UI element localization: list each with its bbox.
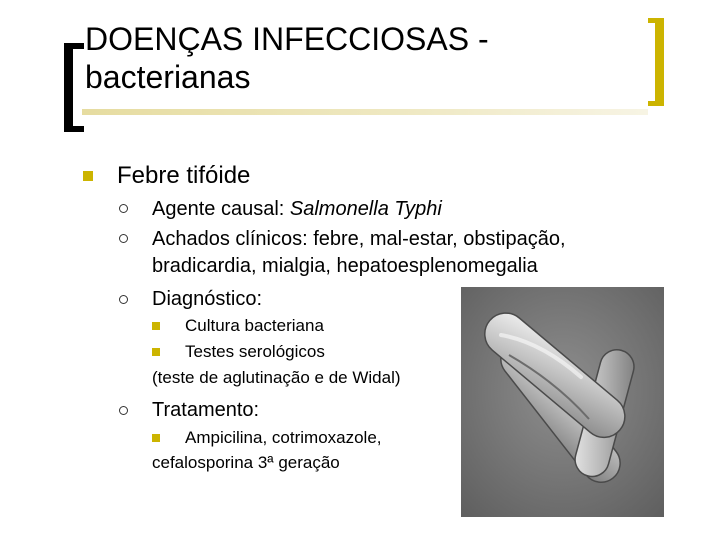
title-bracket-right-top	[648, 18, 664, 23]
circle-bullet-icon	[119, 406, 128, 415]
agent-item	[152, 196, 442, 222]
title-bracket-left-bottom	[64, 126, 84, 132]
square-bullet-icon	[83, 171, 93, 181]
findings-line2: bradicardia, mialgia, hepatoesplenomegalia	[152, 255, 538, 277]
diagnosis-item-serology: Testes serológicos	[185, 342, 325, 361]
square-bullet-icon	[152, 348, 160, 356]
title-bracket-left-top	[64, 43, 84, 49]
title-bracket-right-bottom	[648, 101, 664, 106]
square-bullet-icon	[152, 434, 160, 442]
circle-bullet-icon	[119, 295, 128, 304]
findings-line1: Achados clínicos: febre, mal-estar, obstipação,	[152, 228, 566, 250]
circle-bullet-icon	[119, 234, 128, 243]
treatment-label: Tratamento:	[152, 399, 260, 421]
slide-title	[85, 20, 645, 96]
circle-bullet-icon	[119, 204, 128, 213]
agent-label: Agente causal:	[152, 198, 290, 220]
agent-value: Salmonella Typhi	[289, 198, 442, 220]
title-bracket-right	[655, 18, 664, 106]
slide-title-line2: bacterianas	[85, 59, 251, 95]
treatment-item: Ampicilina, cotrimoxazole,	[185, 428, 382, 447]
title-bracket-left	[64, 43, 73, 132]
treatment-item-continued: cefalosporina 3ª geração	[152, 453, 340, 472]
section-heading: Febre tifóide	[117, 162, 251, 189]
diagnosis-label: Diagnóstico:	[152, 288, 263, 310]
diagnosis-note: (teste de aglutinação e de Widal)	[152, 368, 401, 387]
title-underline	[82, 109, 648, 115]
square-bullet-icon	[152, 322, 160, 330]
slide-title-line1: DOENÇAS INFECCIOSAS -	[85, 21, 489, 57]
bacteria-micrograph-image	[461, 287, 664, 517]
diagnosis-item-culture: Cultura bacteriana	[185, 316, 324, 335]
